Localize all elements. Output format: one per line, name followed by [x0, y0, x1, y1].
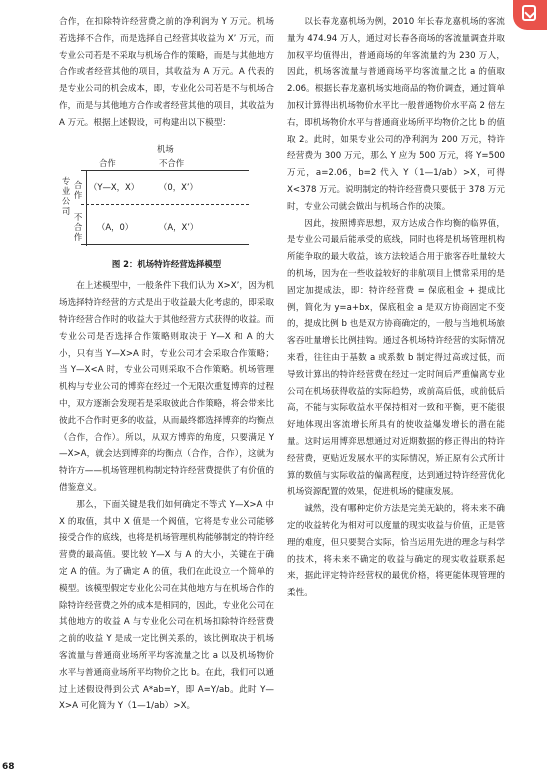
figure-bottom-rule [81, 244, 249, 245]
figure-col-noncoop: 不合作 [159, 157, 185, 168]
right-paragraph-3: 诚然，没有哪种定价方法是完美无缺的，将未来不确定的收益转化为相对可以度量的现实收益与价值，正是管理的难度，但只要契合实际，恰当运用先进的理念与科学的技术，将未来不确定的收益与确定的现实收益联系起来，据此评定特许经营权的最优价格，将更能体现管理的柔性。 [287, 504, 505, 599]
right-paragraph-1: 以长春龙嘉机场为例，2010 年长春龙嘉机场的客流量为 474.94 万人，通过对长春各商场的客流量调查并取加权平均值得出，普通商场的年客流量约为 230 万人，因此，机场客流量与普通商场平均客流量之比 a 的值取 2.06。根据长春龙嘉机场实地商品的物价调查，通过简单加权计算得出机场物价水平比一般普通物价水平高 2 倍左右，即机场物价水平与普通商业场所平均物价之比 b 的值取 2。此时，如果专业公司的净利润为 200 万元，特许经营费为 300 万元，那么 Y 应为 500 万元，将 Y=500 万元，a=2.06，b=2 代入 Y（1—1/ab）>X，可得 X<378 万元。说明制定的特许经营费只要低于 378 万元时，专业公司就会做出与机场合作的决策。 [287, 17, 505, 212]
figure-col-header: 机场 [157, 143, 174, 154]
badge-glyph [522, 5, 536, 21]
left-paragraph-2: 在上述模型中，一般条件下我们认为 X>X’，因为机场选择特许经营的方式是出于收益最大化考虑的，即采取特许经营合作时的收益大于其他经营方式获得的收益。而专业公司是否选择合作策略则取决于 Y—X 和 A 的大小，只有当 Y—X>A 时，专业公司才会采取合作策略；当 Y—X<A 时，专业公司则采取不合作策略。机场管理机构与专业公司的博弈在经过一个无限次重复博弈的过程中，双方逐渐会发现若是采取彼此合作策略，将会带来比彼此不合作时更多的收益，从而最终都选择博弈的均衡点（合作，合作）。所以，从双方博弈的角度，只要满足 Y—X>A，就会达到博弈的均衡点（合作，合作），这就为特许方——机场管理机构制定特许经营费提供了有价值的借鉴意义。 [59, 281, 274, 493]
figure-cell-noncoop-noncoop: （A，X’） [159, 221, 199, 232]
left-paragraph-1: 合作，在扣除特许经营费之前的净利润为 Y 万元。机场若选择不合作，而是选择自己经营其收益为 X’ 万元，而专业公司若是不采取与机场合作的策略，而是与其他地方合作或者经营其他的项目，其收益为 A 万元。A 代表的是专业公司的机会成本，即，专业化公司若是不与机场合作，而是与其他地方合作或者经营其他的项目，其收益为 A 万元。根据上述假设，可构建出以下模型： [59, 17, 274, 128]
page-number: 68 [2, 762, 15, 772]
figure-row-coop: 合作 [73, 179, 83, 200]
document-badge-icon[interactable] [513, 0, 547, 30]
right-paragraph-2: 因此，按照博弈思想，双方达成合作均衡的临界值，是专业公司最后能承受的底线，同时也将是机场管理机构所能争取的最大收益，该方法较适合用于旅客吞吐量较大的机场，因为在一些收益较好的非航项目上惯常采用的是固定加提成法，即：特许经营费 = 保底租金 + 提成比例，简化为 y=a+bx，保底租金 a 是双方协商固定不变的，提成比例 b 也是双方协商确定的，一般与当地机场旅客吞吐量增长比例挂钩。通过各机场特许经营的实际情况来看，往往由于基数 a 或系数 b 制定得过高或过低，而导致计算出的特许经营费在经过一定时间后严重偏离专业公司在机场获得收益的实际趋势，或前高后低，或前低后高，不能与实际收益水平保持相对一致和平衡，更不能很好地体现出客流增长所具有的使收益爆发增长的潜在能量。这时运用博弈思想通过对近期数据的修正得出的特许经营费，更贴近发展水平的实际情况，矫正原有公式所计算的数值与实际收益的偏离程度，达到通过特许经营优化机场资源配置的效果，促进机场的健康发展。 [287, 218, 505, 498]
right-column [287, 14, 505, 602]
figure-caption: 图 2：机场特许经营选择模型 [111, 258, 222, 269]
left-paragraph-3: 那么，下面关键是我们如何确定不等式 Y—X>A 中 X 的取值，其中 X 值是一个阀值，它将是专业公司能够接受合作的底线，也将是机场管理机构能够制定的特许经营费的最高值。要比较 Y—X 与 A 的大小，关键在于确定 A 的值。为了确定 A 的值，我们在此设立一个简单的模型。该模型假定专业化公司在其他地方与在机场合作的除特许经营费之外的成本是相同的，因此，专业化公司在其他地方的收益 A 与专业化公司在机场扣除特许经营费之前的收益 Y 是成一定比例关系的，该比例取决于机场客流量与普通商业场所平均客流量之比 a 以及机场物价水平与普通商业场所平均物价之比 b。在此，我们可以通过上述假设得到公式 A*ab=Y，即 A=Y/ab。此时 Y—X>A 可化简为 Y（1—1/ab）>X。 [59, 499, 274, 712]
game-model-figure [59, 136, 274, 254]
figure-row-noncoop: 不合作 [73, 211, 83, 242]
figure-row-header: 专业公司 [61, 175, 71, 216]
figure-cell-noncoop-coop: （A，0） [97, 221, 134, 232]
left-column [59, 14, 274, 715]
figure-cell-coop-noncoop: （0，X’） [159, 181, 198, 192]
figure-cell-coop-coop: （Y—X，X） [89, 181, 140, 192]
figure-left-rule [86, 170, 87, 246]
figure-mid-rule [81, 204, 249, 205]
figure-col-coop: 合作 [99, 157, 116, 168]
figure-top-rule [81, 170, 249, 171]
